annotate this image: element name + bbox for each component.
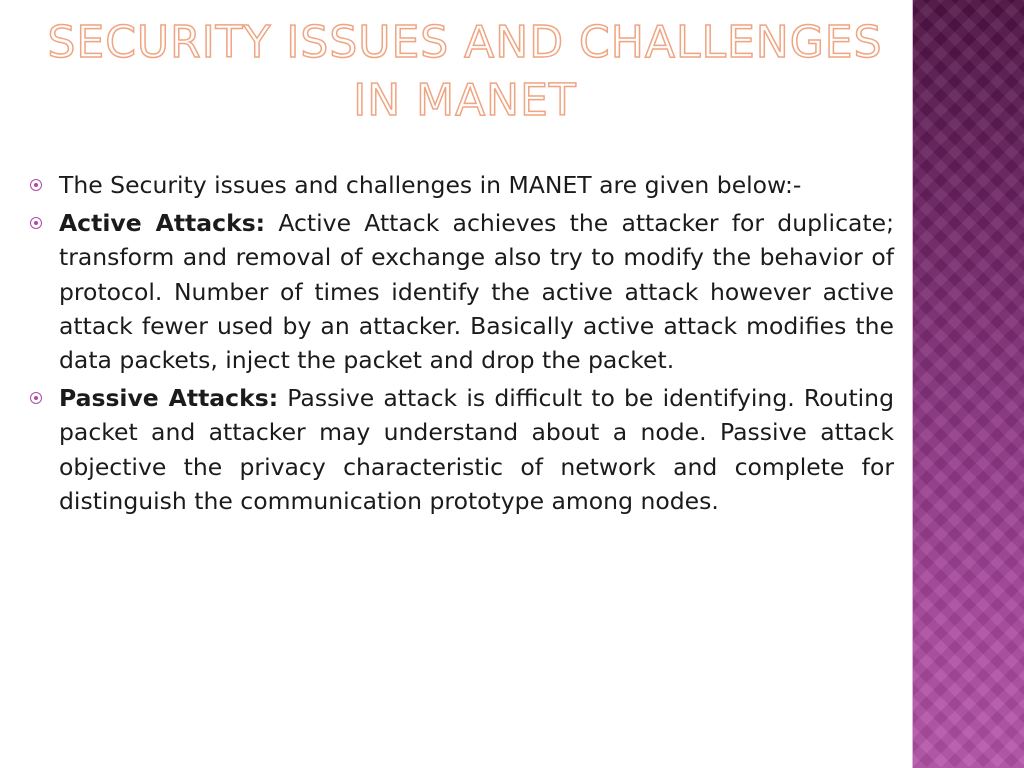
bullet-text: Active Attack achieves the attacker for duplicate; transform and removal of exchange also try to modify the behavior of protocol. Number of times identify the active attack however active attack fewer used by an attacker. Basically active attack modifies the data packets, inject the packet and drop the packet. bbox=[59, 209, 894, 375]
bullet-item-active-attacks bbox=[28, 206, 894, 377]
bullet-term: Active Attacks: bbox=[59, 209, 266, 238]
slide-title: SECURITY ISSUES AND CHALLENGES IN MANET bbox=[47, 17, 883, 126]
bullet-list bbox=[28, 168, 894, 522]
bullet-item-passive-attacks bbox=[28, 381, 894, 518]
bullet-circle-icon bbox=[30, 217, 42, 229]
decorative-side-panel bbox=[912, 0, 1024, 768]
bullet-term: Passive Attacks: bbox=[59, 384, 279, 413]
bullet-item-intro bbox=[28, 168, 894, 202]
bullet-circle-icon bbox=[30, 179, 42, 191]
bullet-circle-icon bbox=[30, 392, 42, 404]
bullet-text: The Security issues and challenges in MANET are given below:- bbox=[59, 171, 802, 199]
bullet-text: Passive attack is difficult to be identifying. Routing packet and attacker may understand about a node. Passive attack objective the privacy characteristic of network and complete for distinguish the communication prototype among nodes. bbox=[59, 384, 894, 515]
